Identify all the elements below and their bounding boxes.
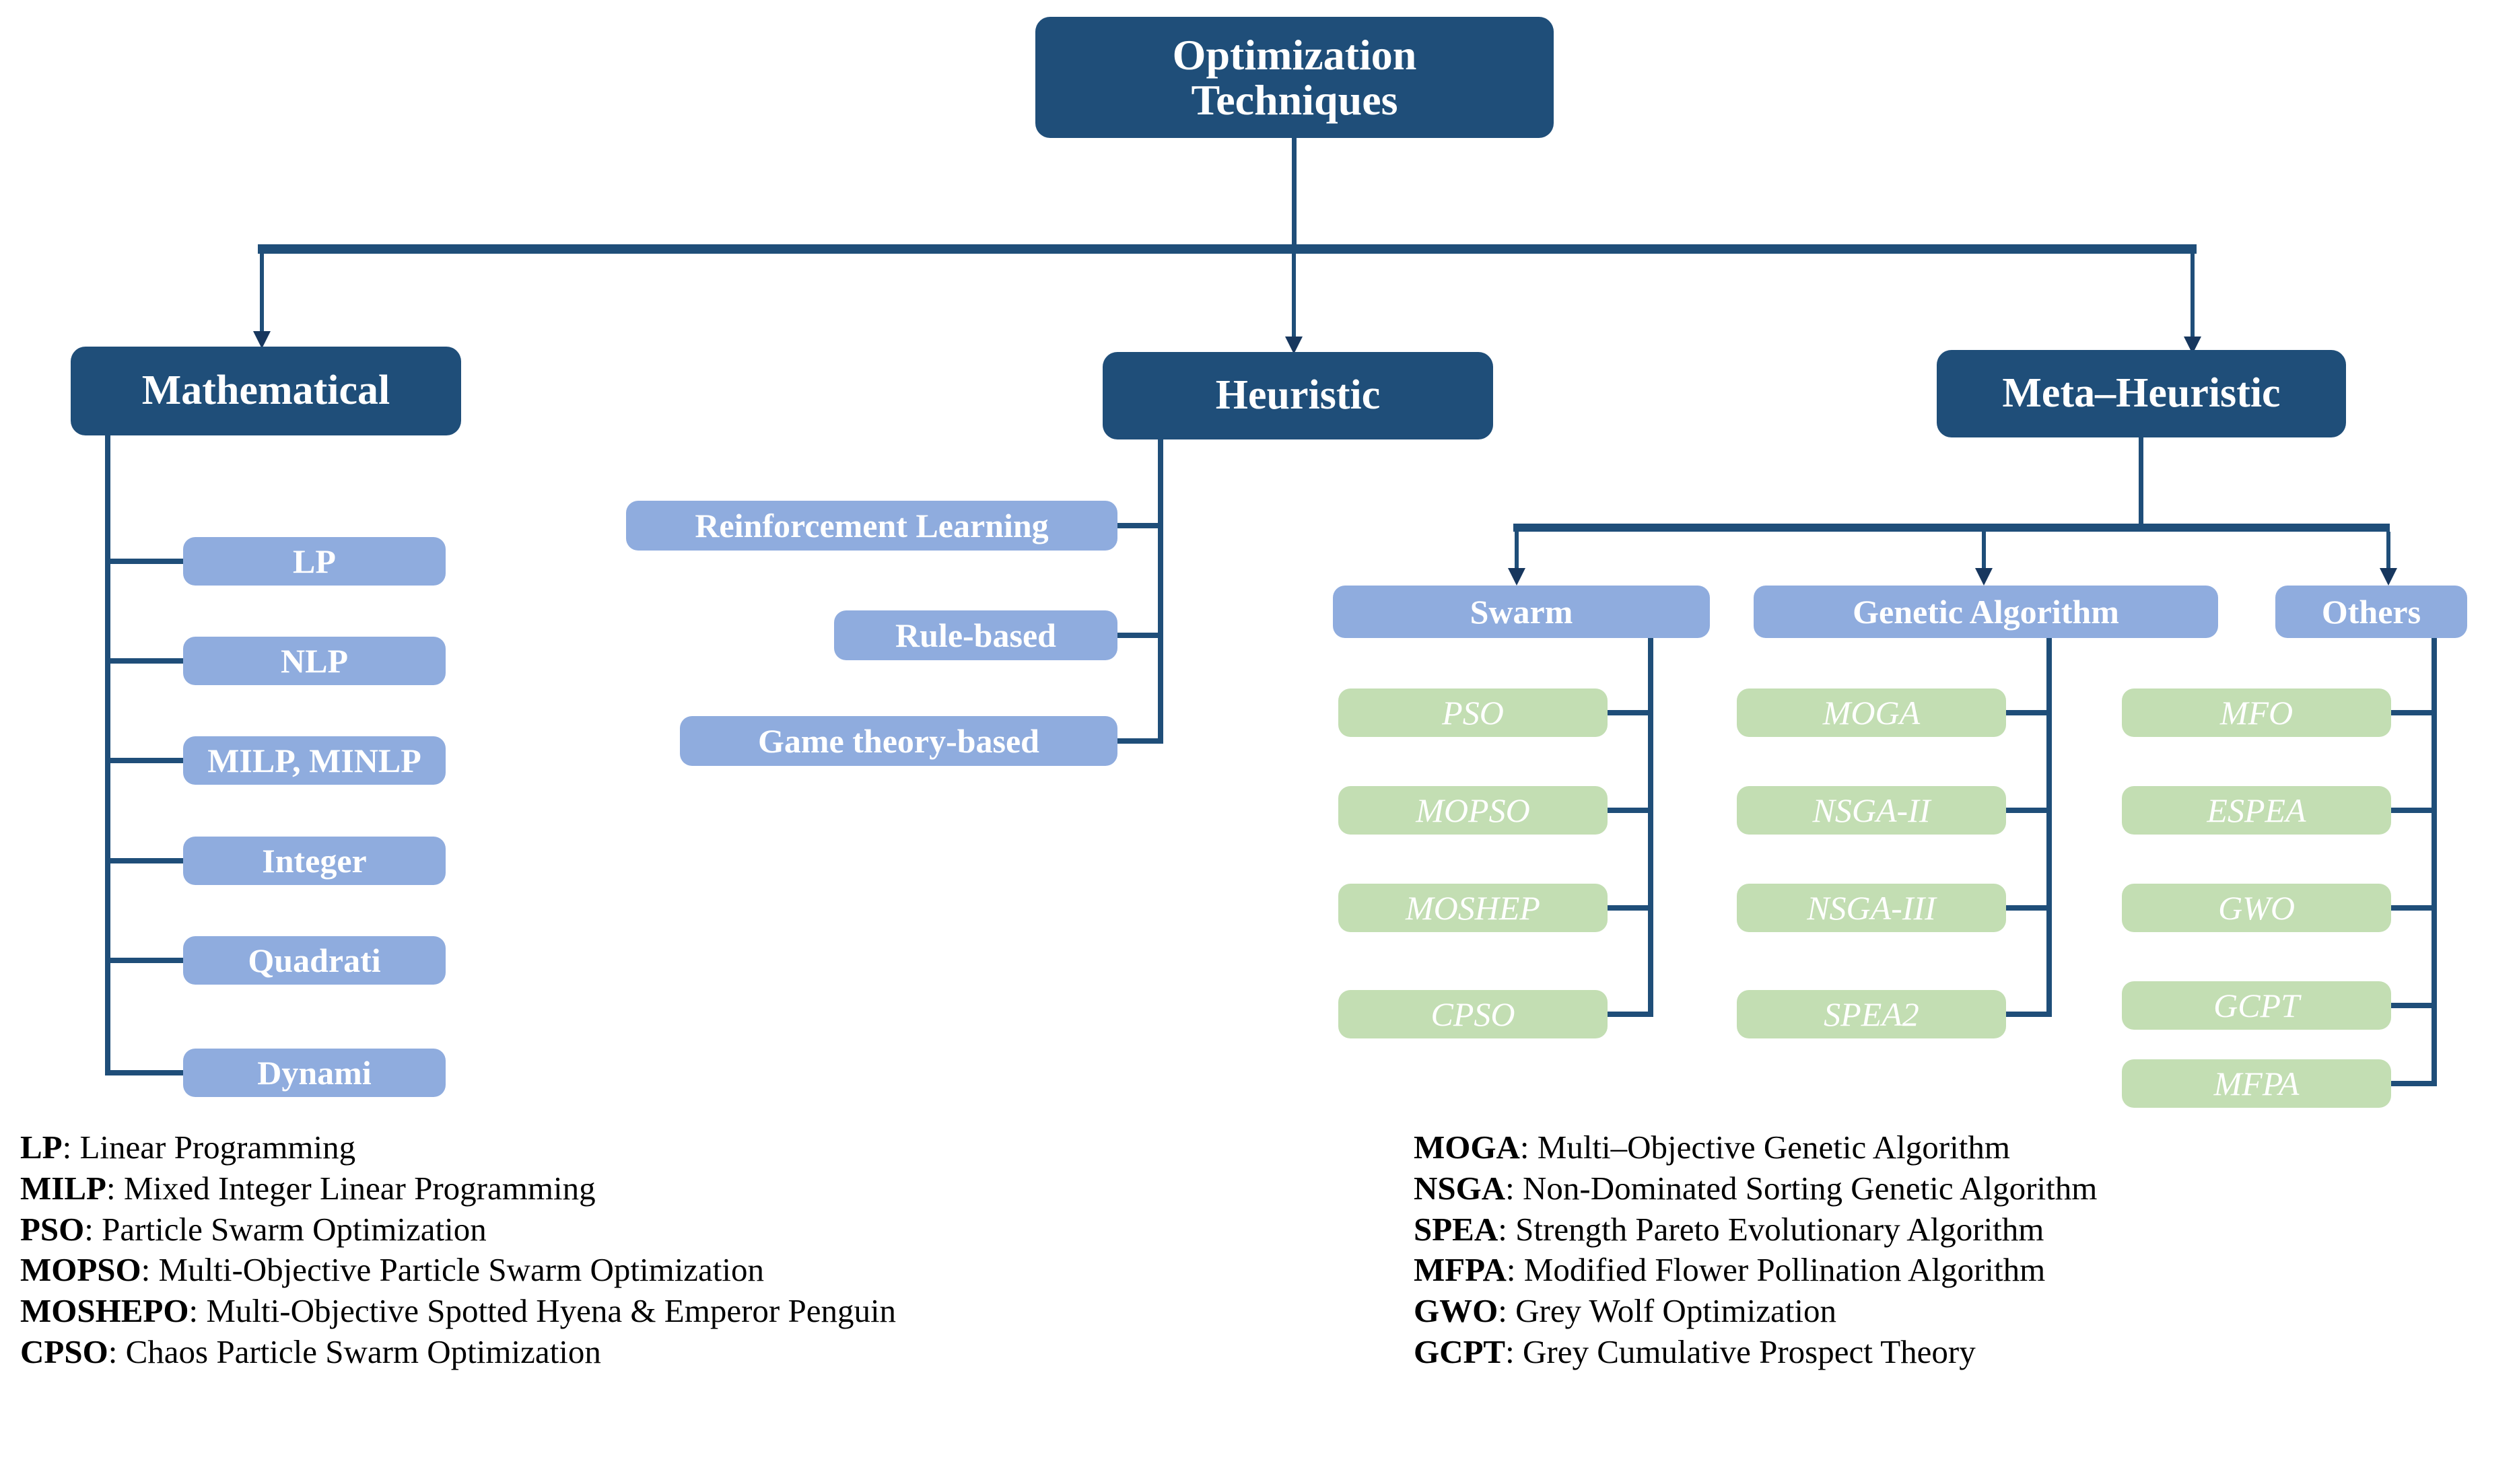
connector-ga-spine — [2046, 638, 2052, 1017]
connector-to-heuristic — [1292, 254, 1296, 343]
connector-swarm-spine — [1648, 638, 1653, 1017]
legend-sep: : — [1505, 1169, 1523, 1207]
node-genetic-algorithm[interactable] — [1754, 586, 2218, 638]
spea2-label: SPEA2 — [1824, 995, 1919, 1033]
moshep-label: MOSHEP — [1406, 888, 1540, 927]
legend-text: Chaos Particle Swarm Optimization — [125, 1333, 601, 1370]
legend-abbr: MILP — [20, 1169, 106, 1207]
node-heuristic[interactable] — [1103, 352, 1493, 439]
legend-abbr: LP — [20, 1129, 63, 1166]
legend-sep: : — [141, 1251, 159, 1289]
root-label-line1: Optimization — [1172, 30, 1417, 79]
node-others[interactable] — [2275, 586, 2467, 638]
legend-text: Grey Wolf Optimization — [1515, 1292, 1836, 1329]
mfo-label: MFO — [2219, 693, 2294, 732]
connector-to-mathematical — [260, 254, 264, 338]
mathematical-label: Mathematical — [141, 367, 390, 414]
connector-stub-game-theory-based — [1117, 738, 1163, 744]
connector-stub-cpso — [1608, 1012, 1653, 1017]
legend-sep: : — [84, 1210, 102, 1248]
connector-mathematical-spine — [105, 435, 110, 1075]
connector-stub-moshep — [1608, 905, 1653, 911]
node-mopso[interactable] — [1338, 786, 1608, 835]
connector-stub-rule-based — [1117, 633, 1163, 638]
arrowhead-others — [2380, 568, 2397, 586]
node-swarm[interactable] — [1333, 586, 1710, 638]
connector-to-meta-heuristic — [2191, 254, 2195, 343]
legend-sep: : — [1519, 1129, 1538, 1166]
legend-right-row — [1414, 1291, 2097, 1332]
connector-stub-moga — [2006, 710, 2052, 715]
legend-abbr: PSO — [20, 1210, 85, 1248]
connector-stub-nsga-iii — [2006, 905, 2052, 911]
legend-text: Multi-Objective Spotted Hyena & Emperor Penguin — [206, 1292, 897, 1329]
legend-abbr: MOSHEPO — [20, 1292, 189, 1329]
node-mfo[interactable] — [2122, 688, 2391, 737]
legend-sep: : — [1498, 1292, 1516, 1329]
connector-stub-espea — [2391, 808, 2437, 813]
node-milp-minlp[interactable] — [183, 736, 446, 785]
legend-right-row — [1414, 1127, 2097, 1168]
connector-root-bar — [258, 244, 2197, 254]
legend-text: Grey Cumulative Prospect Theory — [1523, 1333, 1976, 1370]
root-label-line2: Techniques — [1191, 76, 1398, 124]
connector-stub-mfpa — [2391, 1081, 2437, 1086]
legend-left-row — [20, 1332, 896, 1373]
node-spea2[interactable] — [1737, 990, 2006, 1038]
node-espea[interactable] — [2122, 786, 2391, 835]
node-nsga-iii[interactable] — [1737, 884, 2006, 932]
game-theory-based-label: Game theory-based — [758, 721, 1039, 760]
legend-abbr: GCPT — [1414, 1333, 1506, 1370]
connector-meta-stem — [2139, 437, 2143, 524]
node-meta-heuristic[interactable] — [1937, 350, 2346, 437]
legend-left-row — [20, 1250, 896, 1291]
connector-stub-milp — [105, 758, 186, 763]
connector-stub-quadratic — [105, 958, 186, 963]
rule-based-label: Rule-based — [895, 616, 1056, 654]
node-gcpt[interactable] — [2122, 981, 2391, 1030]
node-game-theory-based[interactable] — [680, 716, 1117, 766]
node-root-optimization-techniques[interactable] — [1035, 17, 1554, 138]
mopso-label: MOPSO — [1416, 791, 1530, 829]
legend-left-row — [20, 1168, 896, 1209]
legend-sep: : — [188, 1292, 207, 1329]
arrowhead-swarm — [1508, 568, 1525, 586]
node-moshep[interactable] — [1338, 884, 1608, 932]
meta-heuristic-label: Meta–Heuristic — [2002, 370, 2281, 417]
legend-sep: : — [108, 1333, 126, 1370]
legend-abbr: CPSO — [20, 1333, 108, 1370]
legend-text: Multi–Objective Genetic Algorithm — [1537, 1129, 2010, 1166]
node-cpso[interactable] — [1338, 990, 1608, 1038]
node-gwo[interactable] — [2122, 884, 2391, 932]
legend-text: Multi-Objective Particle Swarm Optimization — [158, 1251, 765, 1289]
connector-stub-reinforcement-learning — [1117, 523, 1163, 528]
pso-label: PSO — [1442, 693, 1504, 732]
legend-abbr: MOPSO — [20, 1251, 141, 1289]
legend-abbr: NSGA — [1414, 1169, 1506, 1207]
legend-text: Strength Pareto Evolutionary Algorithm — [1515, 1210, 2044, 1248]
node-rule-based[interactable] — [834, 610, 1117, 660]
connector-stub-pso — [1608, 710, 1653, 715]
connector-stub-integer — [105, 858, 186, 863]
node-nlp[interactable] — [183, 637, 446, 685]
quadratic-label: Quadrati — [248, 941, 381, 979]
legend-sep: : — [1498, 1210, 1516, 1248]
heuristic-label: Heuristic — [1215, 372, 1381, 419]
espea-label: ESPEA — [2207, 791, 2306, 829]
connector-meta-bar — [1513, 524, 2390, 532]
lp-label: LP — [293, 542, 336, 580]
arrowhead-genetic-algorithm — [1975, 568, 1993, 586]
connector-stub-mopso — [1608, 808, 1653, 813]
legend-abbr: MOGA — [1414, 1129, 1520, 1166]
legend-text: Mixed Integer Linear Programming — [123, 1169, 596, 1207]
node-integer[interactable] — [183, 837, 446, 885]
connector-heuristic-spine — [1158, 439, 1163, 744]
swarm-label: Swarm — [1470, 592, 1573, 631]
legend-text: Non-Dominated Sorting Genetic Algorithm — [1523, 1169, 2098, 1207]
legend-abbr: GWO — [1414, 1292, 1498, 1329]
legend-sep: : — [1506, 1251, 1524, 1289]
legend-left-row — [20, 1209, 896, 1250]
legend-text: Modified Flower Pollination Algorithm — [1523, 1251, 2046, 1289]
genetic-algorithm-label: Genetic Algorithm — [1853, 592, 2119, 631]
node-pso[interactable] — [1338, 688, 1608, 737]
node-lp[interactable] — [183, 537, 446, 586]
node-mathematical[interactable] — [71, 347, 461, 435]
cpso-label: CPSO — [1430, 995, 1515, 1033]
legend-text: Linear Programming — [79, 1129, 356, 1166]
milp-minlp-label: MILP, MINLP — [207, 741, 421, 779]
node-quadratic[interactable] — [183, 936, 446, 985]
legend-right-row — [1414, 1209, 2097, 1250]
legend-right-row — [1414, 1168, 2097, 1209]
legend-sep: : — [1505, 1333, 1523, 1370]
moga-label: MOGA — [1822, 693, 1921, 732]
node-moga[interactable] — [1737, 688, 2006, 737]
legend-right — [1414, 1127, 2097, 1373]
legend-left-row — [20, 1291, 896, 1332]
connector-root-stem — [1292, 138, 1297, 244]
legend-left-row — [20, 1127, 896, 1168]
connector-stub-nlp — [105, 658, 186, 664]
legend-abbr: MFPA — [1414, 1251, 1507, 1289]
legend-right-row — [1414, 1250, 2097, 1291]
connector-stub-spea2 — [2006, 1012, 2052, 1017]
mfpa-label: MFPA — [2213, 1064, 2300, 1102]
connector-stub-mfo — [2391, 710, 2437, 715]
nsga-ii-label: NSGA-II — [1812, 791, 1931, 829]
connector-stub-dynamic — [105, 1070, 186, 1075]
legend-left — [20, 1127, 896, 1373]
reinforcement-learning-label: Reinforcement Learning — [695, 506, 1049, 544]
legend-sep: : — [106, 1169, 124, 1207]
connector-stub-nsga-ii — [2006, 808, 2052, 813]
legend-text: Particle Swarm Optimization — [102, 1210, 487, 1248]
legend-right-row — [1414, 1332, 2097, 1373]
node-reinforcement-learning[interactable] — [626, 501, 1117, 551]
nsga-iii-label: NSGA-III — [1807, 888, 1936, 927]
connector-stub-gcpt — [2391, 1003, 2437, 1008]
nlp-label: NLP — [281, 641, 348, 680]
integer-label: Integer — [262, 841, 367, 880]
gwo-label: GWO — [2218, 888, 2295, 927]
connector-stub-lp — [105, 559, 186, 564]
connector-others-spine — [2432, 638, 2437, 1086]
dynamic-label: Dynami — [257, 1053, 372, 1092]
legend-sep: : — [62, 1129, 80, 1166]
node-dynamic[interactable] — [183, 1049, 446, 1097]
node-mfpa[interactable] — [2122, 1059, 2391, 1108]
gcpt-label: GCPT — [2213, 986, 2300, 1024]
connector-stub-gwo — [2391, 905, 2437, 911]
node-nsga-ii[interactable] — [1737, 786, 2006, 835]
legend-abbr: SPEA — [1414, 1210, 1498, 1248]
others-label: Others — [2321, 592, 2421, 631]
